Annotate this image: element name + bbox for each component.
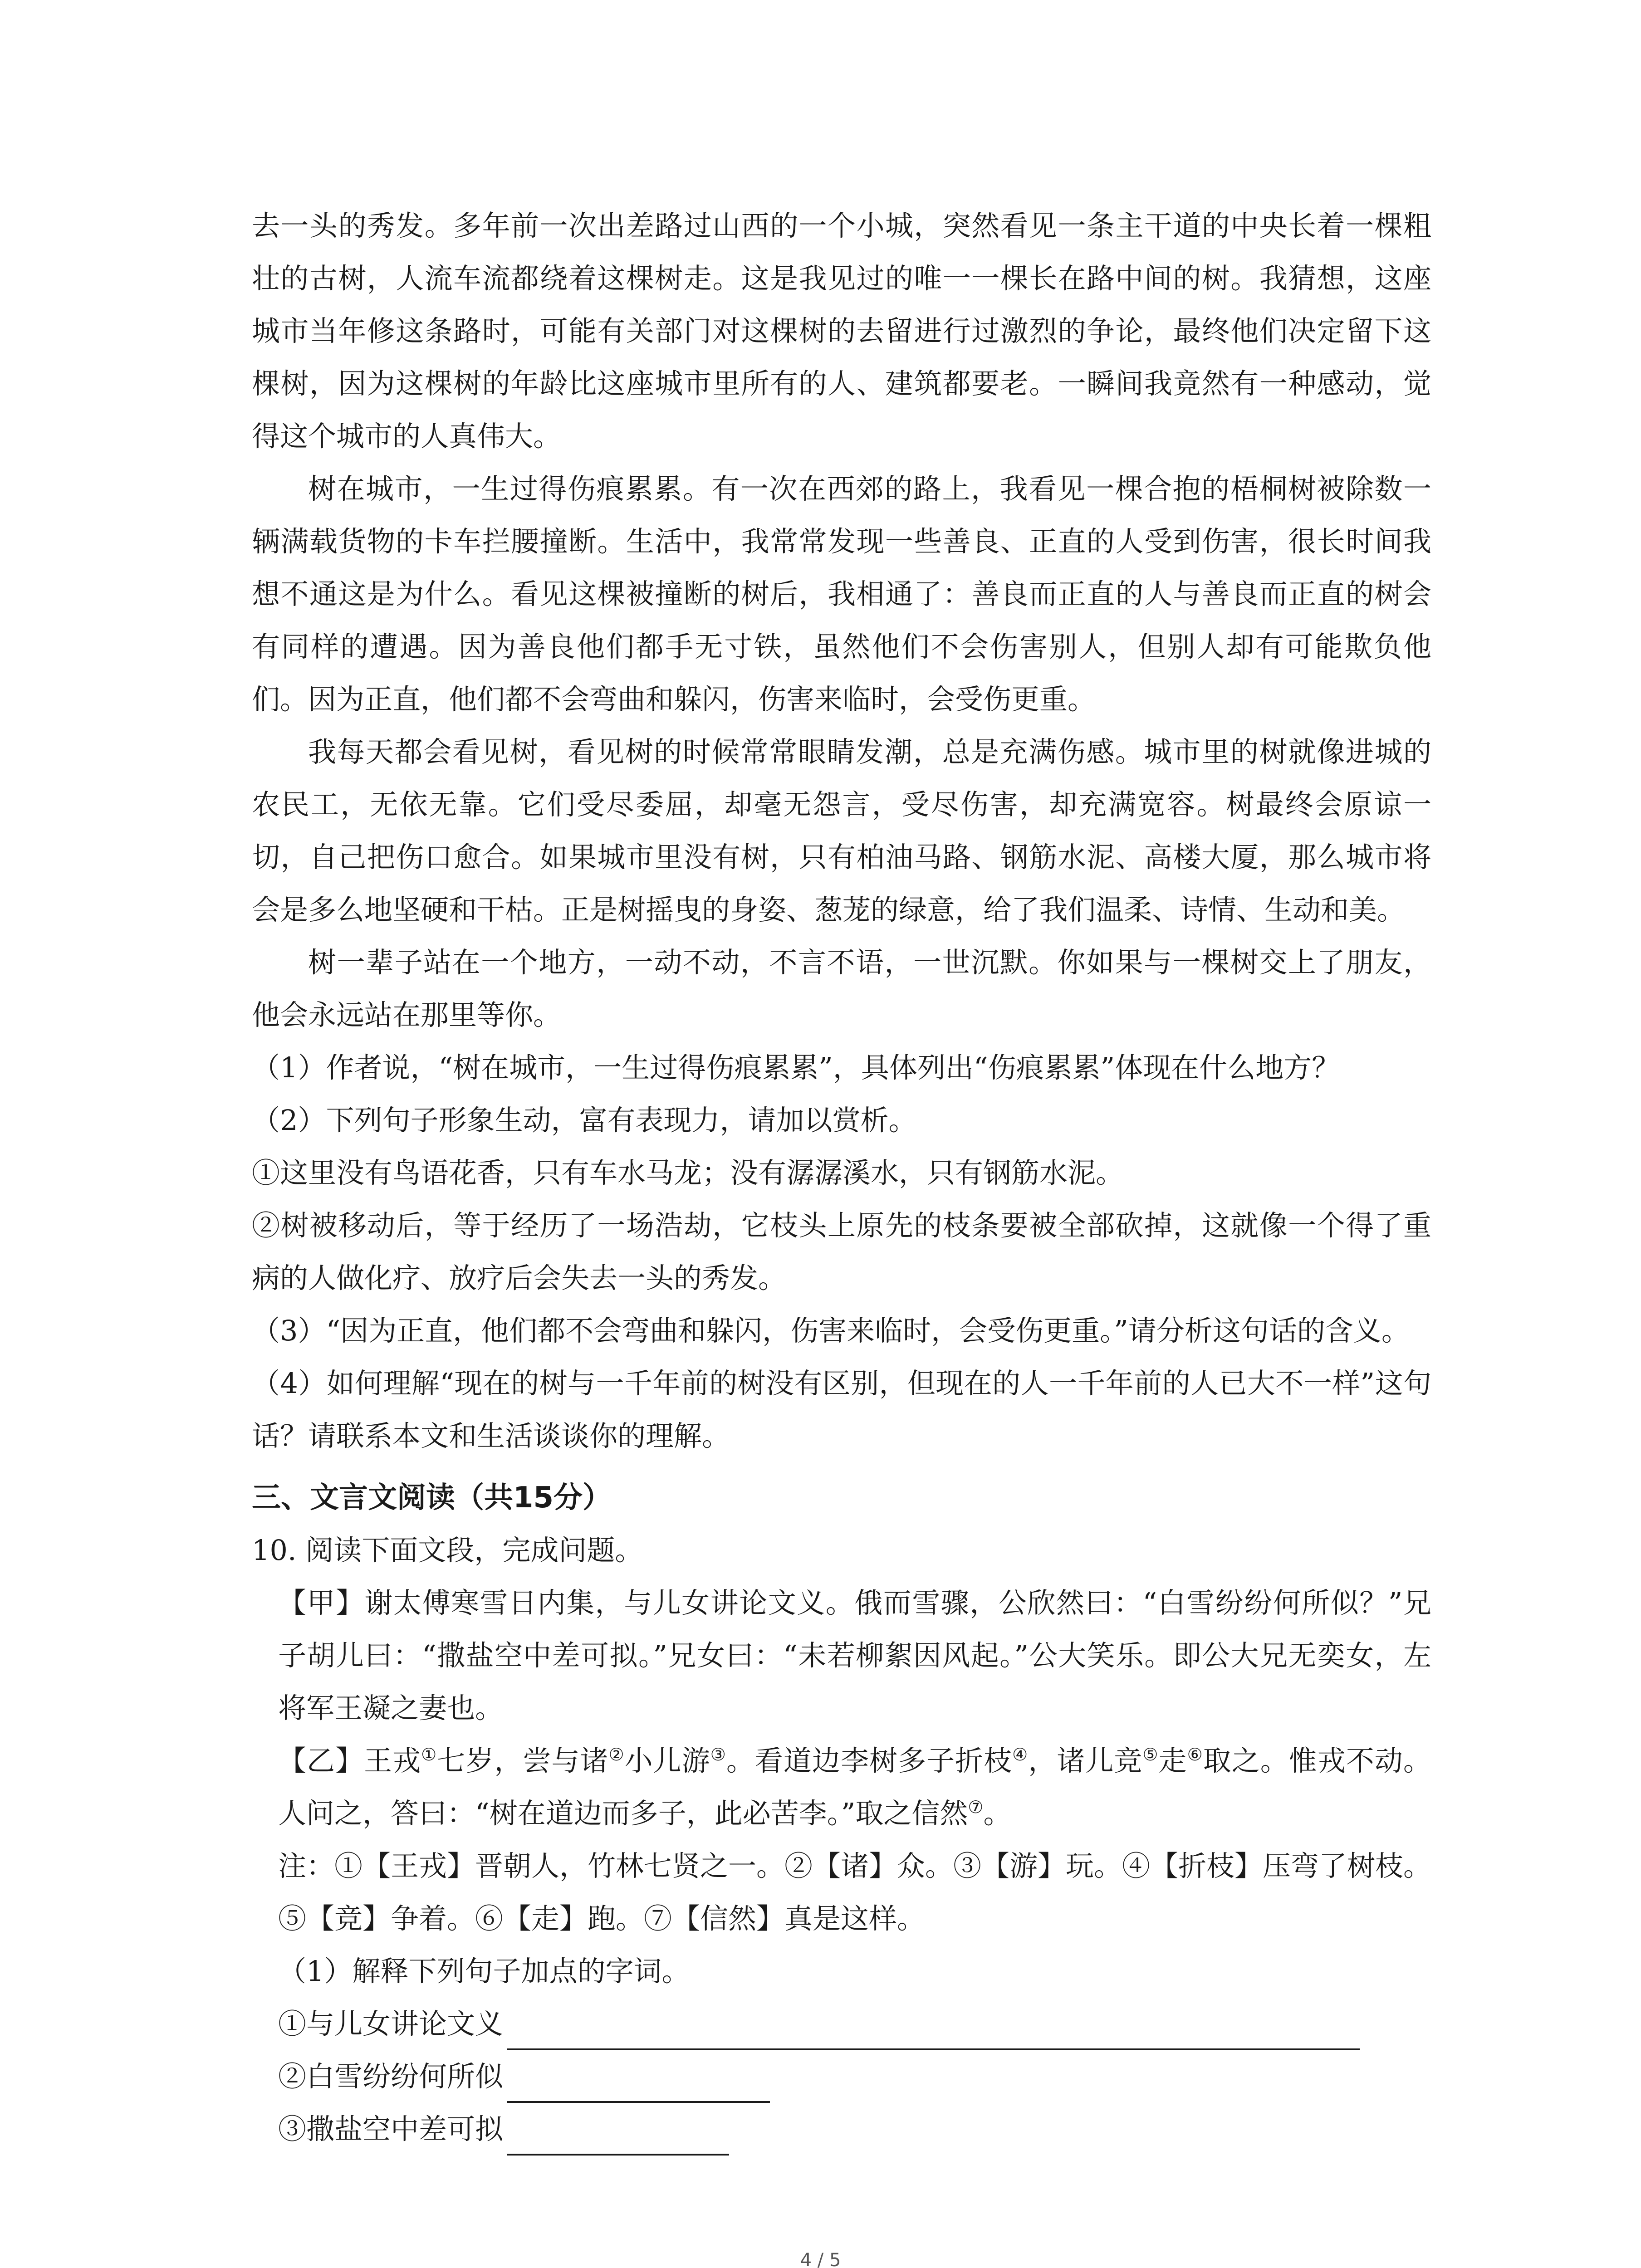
question-10-intro: 10. 阅读下面文段，完成问题。 (252, 1534, 643, 1567)
text-yi-part: 走 (1158, 1744, 1187, 1777)
text-yi-part: ，诸儿竞 (1028, 1744, 1143, 1777)
fill-row-3 (252, 2103, 1431, 2156)
passage-paragraph-3: 我每天都会看见树，看见树的时候常常眼睛发潮，总是充满伤感。城市里的树就像进城的农民工，无依无靠。它们受尽委屈，却毫无怨言，受尽伤害，却充满宽容。树最终会原谅一切，自己把伤口愈合。如果城市里没有树，只有柏油马路、钢筋水泥、高楼大厦，那么城市将会是多么地坚硬和干枯。正是树摇曳的身姿、葱茏的绿意，给了我们温柔、诗情、生动和美。 (252, 735, 1431, 926)
annotation-notes: 注：①【王戎】晋朝人，竹林七贤之一。②【诸】众。③【游】玩。④【折枝】压弯了树枝。⑤【竞】争着。⑥【走】跑。⑦【信然】真是这样。 (278, 1849, 1432, 1935)
question-2-item-2: ②树被移动后，等于经历了一场浩劫，它枝头上原先的枝条要被全部砍掉，这就像一个得了重病的人做化疗、放疗后会失去一头的秀发。 (252, 1209, 1431, 1295)
footnote-marker: ⑤ (1142, 1745, 1159, 1765)
footnote-marker: ② (608, 1745, 625, 1765)
text-yi-part: 取之。惟戎不动。人问之，答曰：“树在道边而多子，此必苦李。”取之信然 (278, 1744, 1431, 1830)
question-3: （3）“因为正直，他们都不会弯曲和躲闪，伤害来临时，会受伤更重。”请分析这句话的含义。 (252, 1314, 1410, 1347)
answer-blank-2[interactable] (507, 2065, 770, 2103)
question-1: （1）作者说，“树在城市，一生过得伤痕累累”，具体列出“伤痕累累”体现在什么地方？ (252, 1051, 1340, 1084)
fill-prompt-3: ③撒盐空中差可拟 (278, 2112, 504, 2146)
answer-blank-3[interactable] (507, 2117, 729, 2156)
question-4: （4）如何理解“现在的树与一千年前的树没有区别，但现在的人一千年前的人已大不一样”这句话？请联系本文和生活谈谈你的理解。 (252, 1367, 1431, 1452)
text-yi-part: 。看道边李树多子折枝 (726, 1744, 1013, 1777)
text-yi (252, 1735, 1431, 1840)
section-title-classical-reading: 三、文言文阅读（共15分） (252, 1481, 612, 1515)
question-2: （2）下列句子形象生动，富有表现力，请加以赏析。 (252, 1104, 917, 1137)
fill-prompt-1: ①与儿女讲论文义 (278, 2007, 504, 2040)
text-yi-part: 七岁，尝与诸 (437, 1744, 609, 1777)
answer-blank-1[interactable] (507, 2012, 1360, 2050)
footnote-marker: ⑥ (1187, 1745, 1203, 1765)
passage-paragraph-1: 去一头的秀发。多年前一次出差路过山西的一个小城，突然看见一条主干道的中央长着一棵粗壮的古树，人流车流都绕着这棵树走。这是我见过的唯一一棵长在路中间的树。我猜想，这座城市当年修这条路时，可能有关部门对这棵树的去留进行过激烈的争论，最终他们决定留下这棵树，因为这棵树的年龄比这座城市里所有的人、建筑都要老。一瞬间我竟然有一种感动，觉得这个城市的人真伟大。 (252, 209, 1431, 453)
text-yi-part: 【乙】王戎 (278, 1744, 421, 1777)
sub-question-1: （1）解释下列句子加点的字词。 (278, 1955, 690, 1988)
passage-paragraph-2: 树在城市，一生过得伤痕累累。有一次在西郊的路上，我看见一棵合抱的梧桐树被除数一辆满载货物的卡车拦腰撞断。生活中，我常常发现一些善良、正直的人受到伤害，很长时间我想不通这是为什么。看见这棵被撞断的树后，我相通了：善良而正直的人与善良而正直的树会有同样的遭遇。因为善良他们都手无寸铁，虽然他们不会伤害别人，但别人却有可能欺负他们。因为正直，他们都不会弯曲和躲闪，伤害来临时，会受伤更重。 (252, 472, 1431, 716)
footnote-marker: ⑦ (968, 1797, 984, 1817)
passage-paragraph-4: 树一辈子站在一个地方，一动不动，不言不语，一世沉默。你如果与一棵树交上了朋友，他会永远站在那里等你。 (252, 946, 1431, 1031)
fill-row-1 (252, 1998, 1431, 2050)
footnote-marker: ③ (710, 1745, 726, 1765)
footnote-marker: ④ (1012, 1745, 1029, 1765)
fill-prompt-2: ②白雪纷纷何所似 (278, 2060, 504, 2093)
page-number: 4 / 5 (800, 2250, 841, 2268)
text-yi-part: 。 (983, 1797, 1012, 1830)
fill-row-2 (252, 2050, 1431, 2103)
footnote-marker: ① (421, 1745, 437, 1765)
text-jia: 【甲】谢太傅寒雪日内集，与儿女讲论文义。俄而雪骤，公欣然曰：“白雪纷纷何所似？”兄子胡儿曰：“撒盐空中差可拟。”兄女曰：“未若柳絮因风起。”公大笑乐。即公大兄无奕女，左将军王凝之妻也。 (278, 1586, 1431, 1725)
question-2-item-1: ①这里没有鸟语花香，只有车水马龙；没有潺潺溪水，只有钢筋水泥。 (252, 1156, 1124, 1189)
page-content (252, 200, 1431, 2156)
text-yi-part: 小儿游 (624, 1744, 710, 1777)
